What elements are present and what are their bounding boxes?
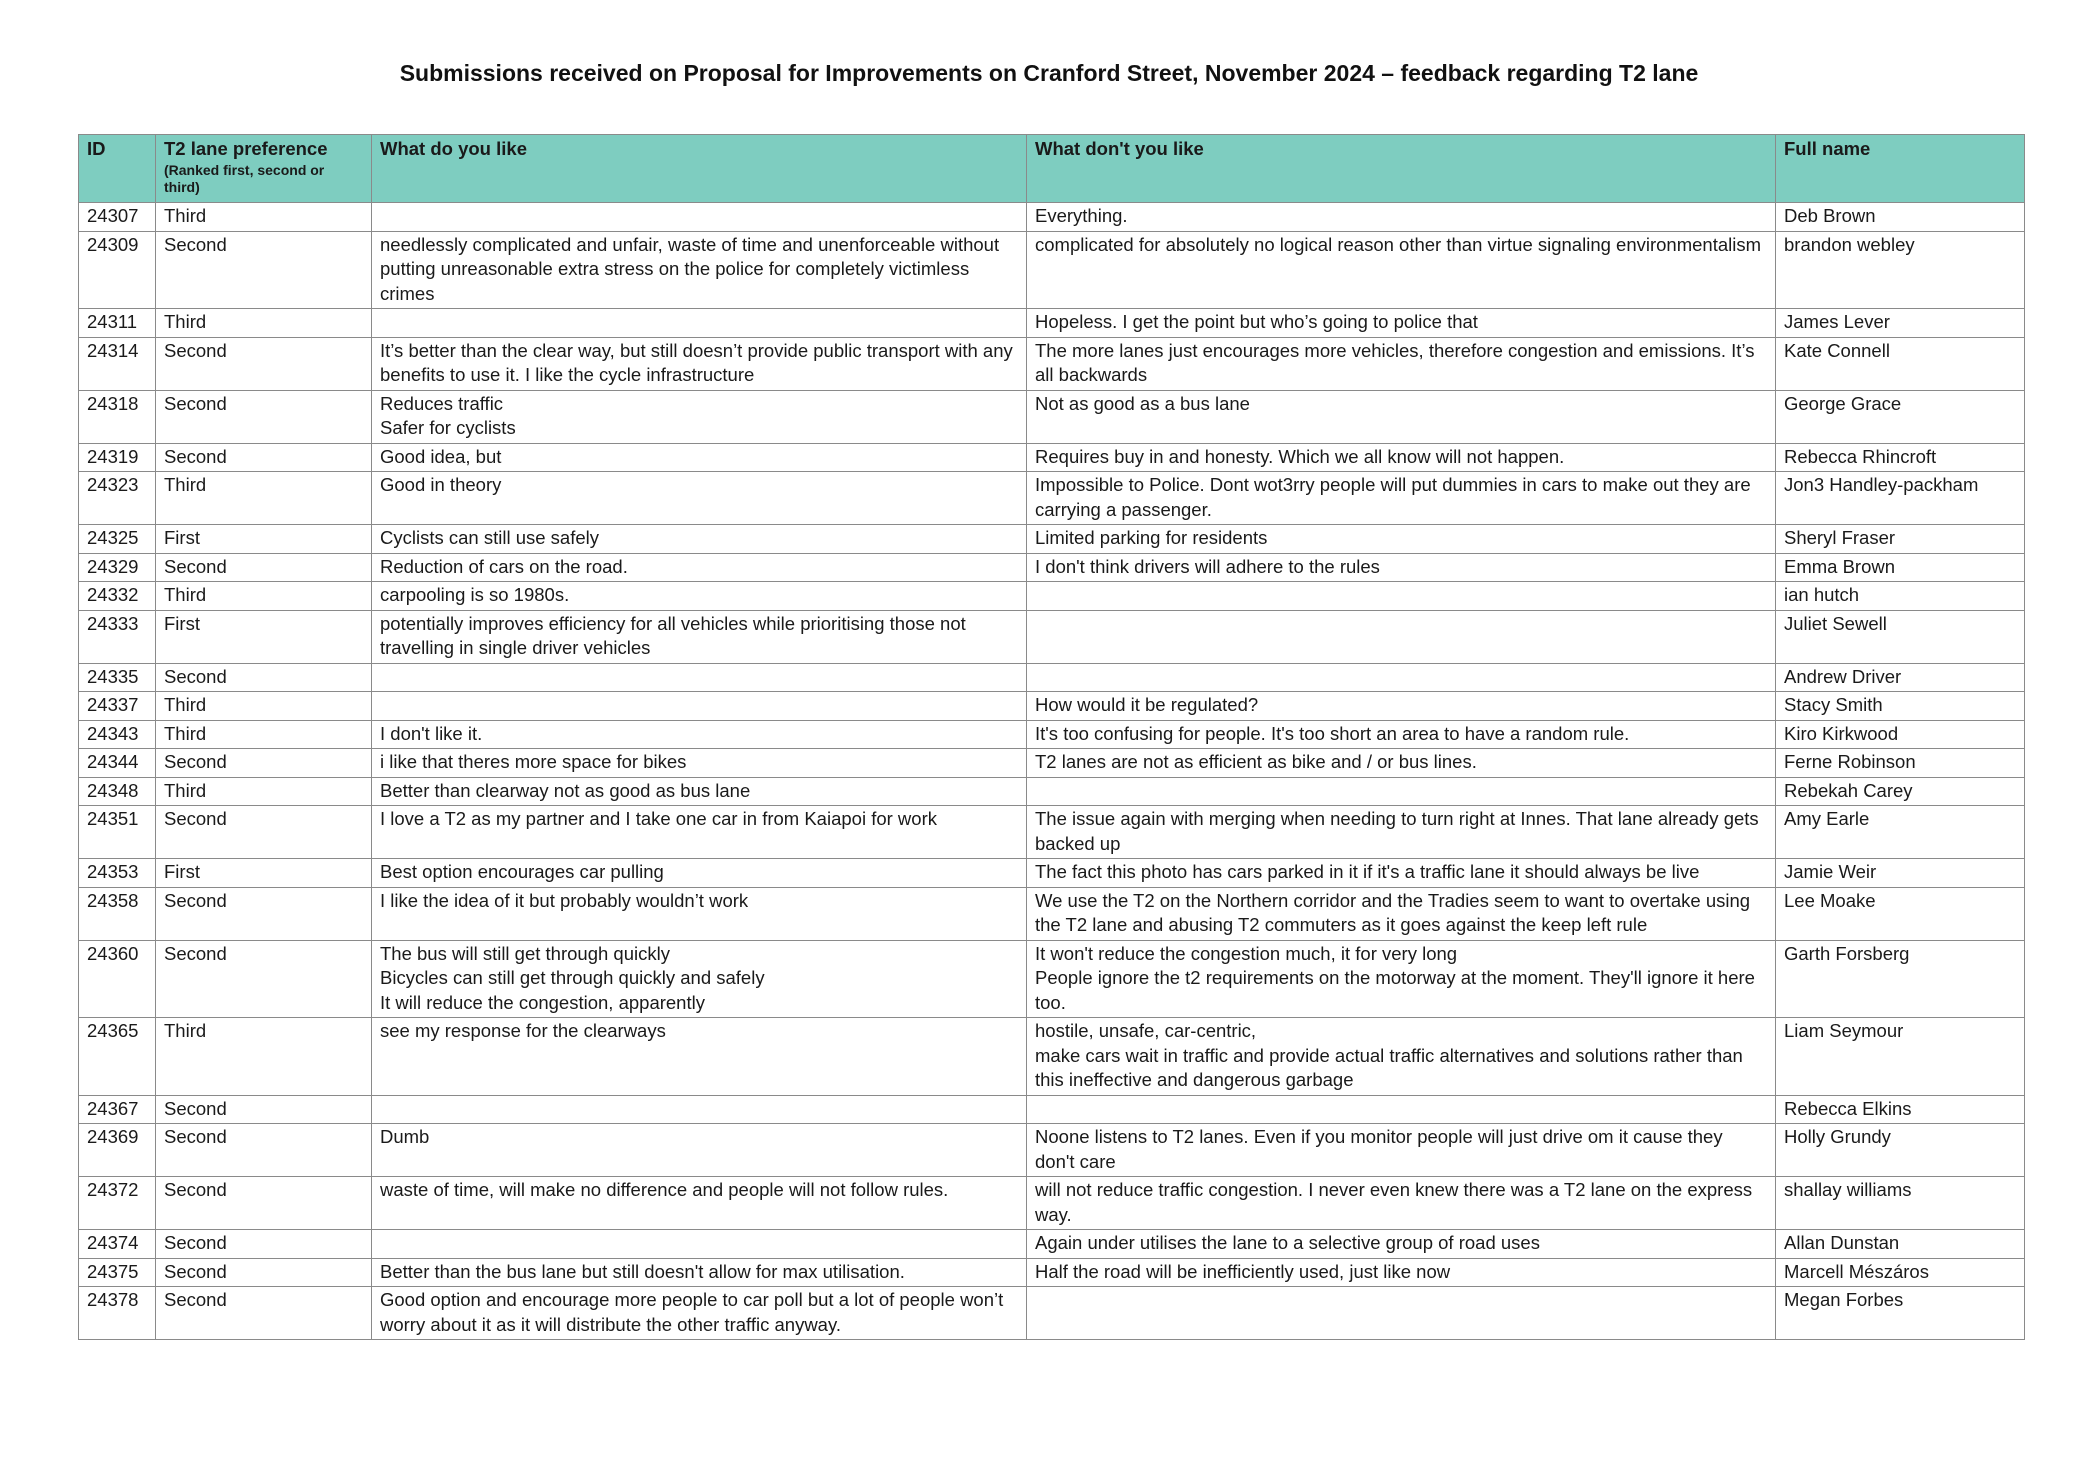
cell-id: 24309 <box>79 231 156 309</box>
cell-name: Marcell Mészáros <box>1776 1258 2025 1287</box>
cell-name: Liam Seymour <box>1776 1018 2025 1096</box>
cell-like <box>372 663 1027 692</box>
cell-dislike: T2 lanes are not as efficient as bike and / or bus lines. <box>1027 749 1776 778</box>
cell-name: Jamie Weir <box>1776 859 2025 888</box>
cell-id: 24375 <box>79 1258 156 1287</box>
cell-preference: Third <box>156 777 372 806</box>
submissions-table <box>78 134 2025 1340</box>
cell-preference: Third <box>156 203 372 232</box>
cell-dislike <box>1027 610 1776 663</box>
cell-like: I don't like it. <box>372 720 1027 749</box>
cell-preference: Second <box>156 553 372 582</box>
cell-name: Rebecca Elkins <box>1776 1095 2025 1124</box>
cell-like: It’s better than the clear way, but still doesn’t provide public transport with any benefits to use it. I like the cycle infrastructure <box>372 337 1027 390</box>
cell-like <box>372 309 1027 338</box>
page-title: Submissions received on Proposal for Improvements on Cranford Street, November 2024 – feedback regarding T2 lane <box>399 60 1699 86</box>
table-body <box>79 203 2025 1340</box>
cell-name: Allan Dunstan <box>1776 1230 2025 1259</box>
cell-preference: Second <box>156 443 372 472</box>
cell-preference: First <box>156 610 372 663</box>
cell-id: 24365 <box>79 1018 156 1096</box>
cell-id: 24318 <box>79 390 156 443</box>
table-row <box>79 692 2025 721</box>
cell-id: 24360 <box>79 940 156 1018</box>
cell-preference: Third <box>156 309 372 338</box>
table-row <box>79 1124 2025 1177</box>
cell-preference: Second <box>156 231 372 309</box>
table-row <box>79 887 2025 940</box>
cell-id: 24337 <box>79 692 156 721</box>
cell-like: carpooling is so 1980s. <box>372 582 1027 611</box>
cell-name: Megan Forbes <box>1776 1287 2025 1340</box>
cell-name: Ferne Robinson <box>1776 749 2025 778</box>
cell-preference: Third <box>156 1018 372 1096</box>
cell-name: Deb Brown <box>1776 203 2025 232</box>
table-row <box>79 1095 2025 1124</box>
cell-dislike: The fact this photo has cars parked in it if it's a traffic lane it should always be live <box>1027 859 1776 888</box>
cell-preference: Second <box>156 940 372 1018</box>
header-name: Full name <box>1776 135 2025 203</box>
cell-dislike: complicated for absolutely no logical reason other than virtue signaling environmentalism <box>1027 231 1776 309</box>
cell-like <box>372 1230 1027 1259</box>
cell-dislike: Noone listens to T2 lanes. Even if you monitor people will just drive om it cause they don't care <box>1027 1124 1776 1177</box>
cell-id: 24348 <box>79 777 156 806</box>
table-row <box>79 777 2025 806</box>
cell-id: 24351 <box>79 806 156 859</box>
cell-preference: Second <box>156 390 372 443</box>
cell-like: Good idea, but <box>372 443 1027 472</box>
cell-preference: Second <box>156 1177 372 1230</box>
cell-dislike: The issue again with merging when needing to turn right at Innes. That lane already gets backed up <box>1027 806 1776 859</box>
cell-dislike: The more lanes just encourages more vehicles, therefore congestion and emissions. It’s all backwards <box>1027 337 1776 390</box>
header-dislike: What don't you like <box>1027 135 1776 203</box>
cell-dislike <box>1027 582 1776 611</box>
table-row <box>79 231 2025 309</box>
table-row <box>79 1018 2025 1096</box>
header-preference <box>156 135 372 203</box>
table-row <box>79 720 2025 749</box>
cell-id: 24329 <box>79 553 156 582</box>
cell-id: 24332 <box>79 582 156 611</box>
cell-name: George Grace <box>1776 390 2025 443</box>
table-row <box>79 553 2025 582</box>
cell-name: Amy Earle <box>1776 806 2025 859</box>
cell-name: Jon3 Handley-packham <box>1776 472 2025 525</box>
cell-preference: Second <box>156 1124 372 1177</box>
cell-like: Better than the bus lane but still doesn't allow for max utilisation. <box>372 1258 1027 1287</box>
cell-name: ian hutch <box>1776 582 2025 611</box>
header-preference-sublabel: (Ranked first, second or third) <box>164 161 325 195</box>
table-row <box>79 859 2025 888</box>
cell-preference: Second <box>156 1230 372 1259</box>
cell-name: Stacy Smith <box>1776 692 2025 721</box>
table-row <box>79 472 2025 525</box>
table-row <box>79 663 2025 692</box>
cell-dislike: How would it be regulated? <box>1027 692 1776 721</box>
cell-like: see my response for the clearways <box>372 1018 1027 1096</box>
cell-preference: Third <box>156 582 372 611</box>
cell-id: 24307 <box>79 203 156 232</box>
cell-preference: Second <box>156 1258 372 1287</box>
cell-like: Dumb <box>372 1124 1027 1177</box>
cell-id: 24372 <box>79 1177 156 1230</box>
cell-name: Lee Moake <box>1776 887 2025 940</box>
cell-preference: Third <box>156 692 372 721</box>
cell-like: Good in theory <box>372 472 1027 525</box>
cell-name: Holly Grundy <box>1776 1124 2025 1177</box>
cell-id: 24367 <box>79 1095 156 1124</box>
cell-name: Kate Connell <box>1776 337 2025 390</box>
cell-like: Reduces traffic Safer for cyclists <box>372 390 1027 443</box>
cell-preference: First <box>156 525 372 554</box>
header-id: ID <box>79 135 156 203</box>
cell-dislike: It's too confusing for people. It's too short an area to have a random rule. <box>1027 720 1776 749</box>
table-row <box>79 1287 2025 1340</box>
cell-id: 24335 <box>79 663 156 692</box>
cell-like: I love a T2 as my partner and I take one car in from Kaiapoi for work <box>372 806 1027 859</box>
cell-id: 24325 <box>79 525 156 554</box>
cell-id: 24311 <box>79 309 156 338</box>
cell-like: potentially improves efficiency for all vehicles while prioritising those not travelling in single driver vehicles <box>372 610 1027 663</box>
cell-dislike: Hopeless. I get the point but who’s going to police that <box>1027 309 1776 338</box>
cell-id: 24369 <box>79 1124 156 1177</box>
cell-id: 24319 <box>79 443 156 472</box>
table-row <box>79 940 2025 1018</box>
cell-preference: Third <box>156 720 372 749</box>
cell-dislike: will not reduce traffic congestion. I never even knew there was a T2 lane on the express way. <box>1027 1177 1776 1230</box>
cell-like <box>372 203 1027 232</box>
cell-like: Best option encourages car pulling <box>372 859 1027 888</box>
cell-name: Rebecca Rhincroft <box>1776 443 2025 472</box>
cell-dislike: I don't think drivers will adhere to the rules <box>1027 553 1776 582</box>
table-row <box>79 309 2025 338</box>
cell-id: 24353 <box>79 859 156 888</box>
cell-id: 24343 <box>79 720 156 749</box>
cell-like: waste of time, will make no difference and people will not follow rules. <box>372 1177 1027 1230</box>
cell-id: 24378 <box>79 1287 156 1340</box>
cell-name: Kiro Kirkwood <box>1776 720 2025 749</box>
table-row <box>79 203 2025 232</box>
cell-like: I like the idea of it but probably wouldn’t work <box>372 887 1027 940</box>
cell-name: Andrew Driver <box>1776 663 2025 692</box>
cell-like: Better than clearway not as good as bus lane <box>372 777 1027 806</box>
cell-name: Emma Brown <box>1776 553 2025 582</box>
table-row <box>79 749 2025 778</box>
cell-like: i like that theres more space for bikes <box>372 749 1027 778</box>
cell-name: brandon webley <box>1776 231 2025 309</box>
cell-name: Juliet Sewell <box>1776 610 2025 663</box>
cell-dislike <box>1027 1095 1776 1124</box>
cell-dislike: Again under utilises the lane to a selective group of road uses <box>1027 1230 1776 1259</box>
cell-like: Cyclists can still use safely <box>372 525 1027 554</box>
cell-dislike: Not as good as a bus lane <box>1027 390 1776 443</box>
cell-name: shallay williams <box>1776 1177 2025 1230</box>
cell-like: The bus will still get through quickly Bicycles can still get through quickly and safely It will reduce the congestion, apparently <box>372 940 1027 1018</box>
cell-dislike <box>1027 777 1776 806</box>
header-preference-label: T2 lane preference <box>164 138 328 159</box>
cell-like <box>372 1095 1027 1124</box>
cell-dislike: Requires buy in and honesty. Which we all know will not happen. <box>1027 443 1776 472</box>
cell-like: Reduction of cars on the road. <box>372 553 1027 582</box>
table-row <box>79 337 2025 390</box>
cell-like: Good option and encourage more people to car poll but a lot of people won’t worry about it as it will distribute the other traffic anyway. <box>372 1287 1027 1340</box>
cell-dislike: Half the road will be inefficiently used, just like now <box>1027 1258 1776 1287</box>
cell-like <box>372 692 1027 721</box>
cell-id: 24314 <box>79 337 156 390</box>
table-row <box>79 525 2025 554</box>
cell-name: Garth Forsberg <box>1776 940 2025 1018</box>
table-row <box>79 1258 2025 1287</box>
cell-preference: First <box>156 859 372 888</box>
cell-preference: Second <box>156 1095 372 1124</box>
table-header-row <box>79 135 2025 203</box>
cell-preference: Second <box>156 887 372 940</box>
cell-name: Rebekah Carey <box>1776 777 2025 806</box>
cell-dislike: Impossible to Police. Dont wot3rry people will put dummies in cars to make out they are carrying a passenger. <box>1027 472 1776 525</box>
cell-dislike <box>1027 663 1776 692</box>
cell-dislike: It won't reduce the congestion much, it for very long People ignore the t2 requirements on the motorway at the moment. They'll ignore it here too. <box>1027 940 1776 1018</box>
cell-like: needlessly complicated and unfair, waste of time and unenforceable without putting unreasonable extra stress on the police for completely victimless crimes <box>372 231 1027 309</box>
cell-dislike <box>1027 1287 1776 1340</box>
table-row <box>79 390 2025 443</box>
cell-dislike: hostile, unsafe, car-centric, make cars wait in traffic and provide actual traffic alternatives and solutions rather than this ineffective and dangerous garbage <box>1027 1018 1776 1096</box>
cell-name: James Lever <box>1776 309 2025 338</box>
cell-id: 24358 <box>79 887 156 940</box>
cell-preference: Second <box>156 1287 372 1340</box>
cell-preference: Second <box>156 663 372 692</box>
table-row <box>79 443 2025 472</box>
cell-preference: Third <box>156 472 372 525</box>
table-row <box>79 1177 2025 1230</box>
cell-id: 24323 <box>79 472 156 525</box>
header-like: What do you like <box>372 135 1027 203</box>
cell-dislike: We use the T2 on the Northern corridor and the Tradies seem to want to overtake using the T2 lane and abusing T2 commuters as it goes against the keep left rule <box>1027 887 1776 940</box>
cell-name: Sheryl Fraser <box>1776 525 2025 554</box>
table-row <box>79 610 2025 663</box>
cell-id: 24344 <box>79 749 156 778</box>
table-row <box>79 806 2025 859</box>
cell-preference: Second <box>156 337 372 390</box>
cell-preference: Second <box>156 806 372 859</box>
cell-id: 24374 <box>79 1230 156 1259</box>
cell-dislike: Limited parking for residents <box>1027 525 1776 554</box>
cell-dislike: Everything. <box>1027 203 1776 232</box>
table-row <box>79 582 2025 611</box>
cell-id: 24333 <box>79 610 156 663</box>
table-row <box>79 1230 2025 1259</box>
cell-preference: Second <box>156 749 372 778</box>
